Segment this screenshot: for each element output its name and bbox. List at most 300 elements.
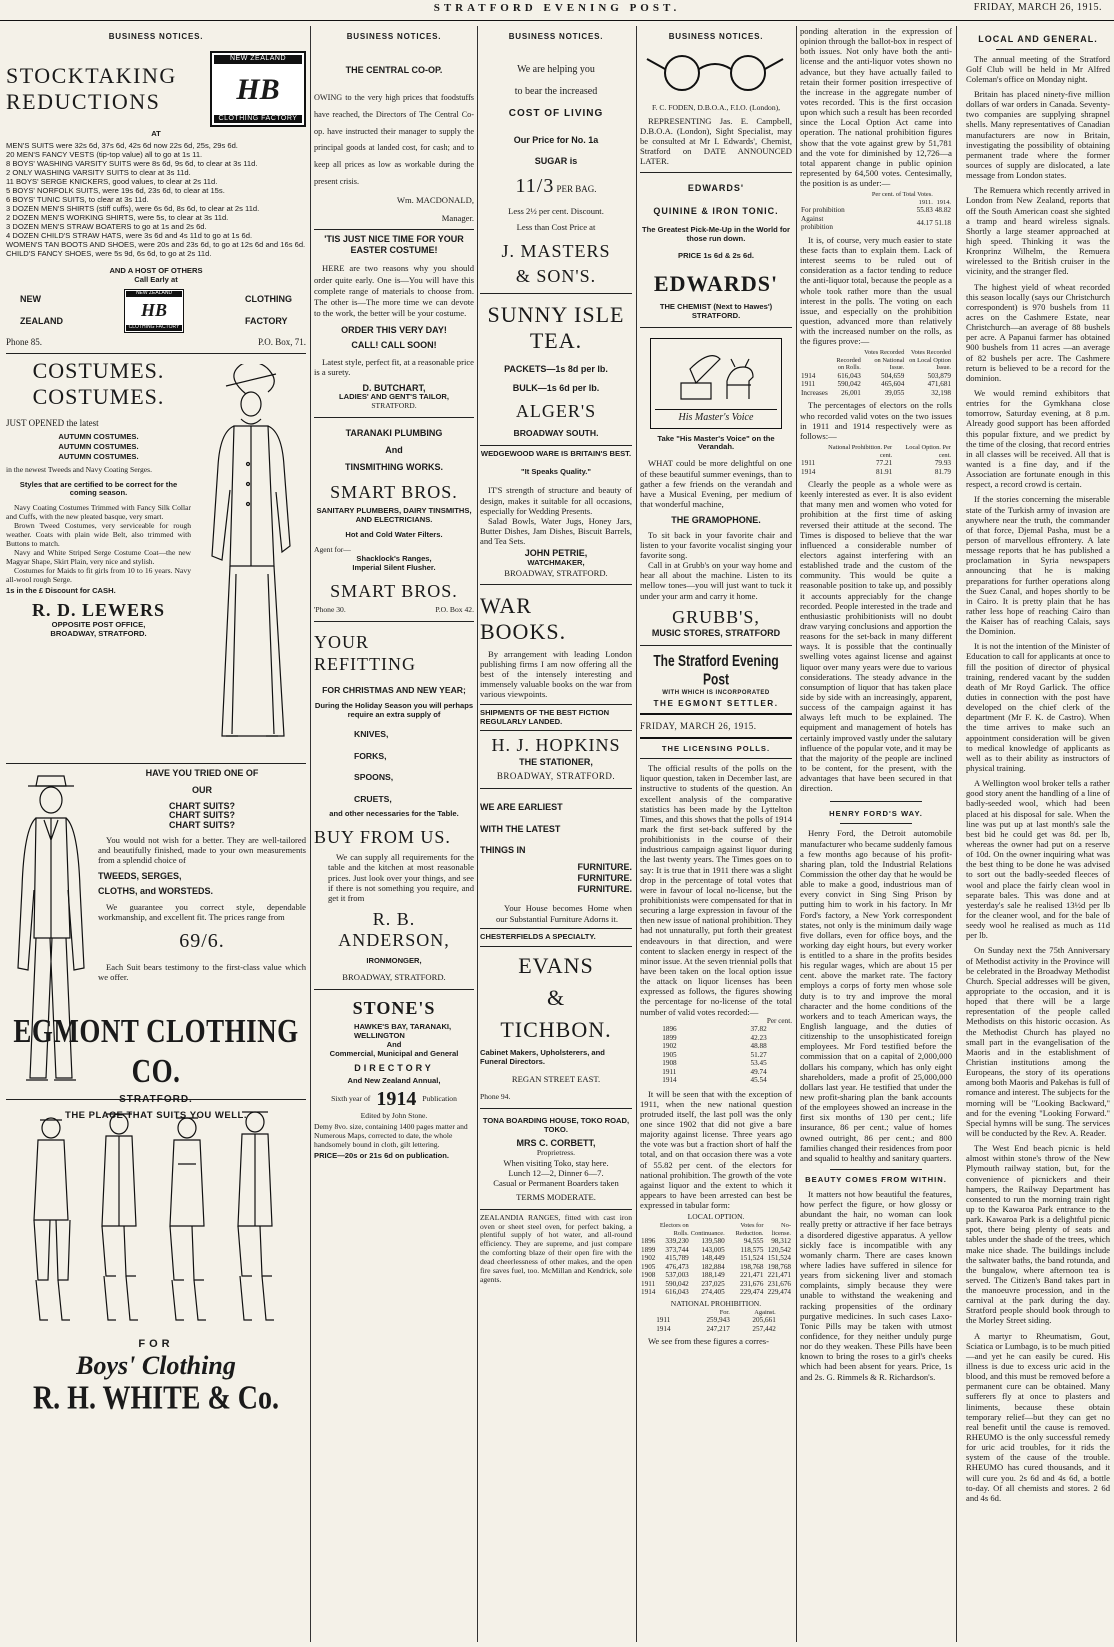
ad-foden	[640, 47, 792, 173]
lady-in-costume-illustration	[196, 364, 306, 754]
column-rule	[636, 26, 637, 1642]
ad-text: Navy and White Striped Serge Costume Coat—the new Magyar Shape, Skirt Plain, very nice and stylish.	[6, 548, 191, 567]
po-box: P.O. Box, 71.	[257, 336, 306, 347]
news-paragraph: A martyr to Rheumatism, Gout, Sciatica or Lumbago, is to be much pitied—and yet he can easily be cured. His illness is due to excess uric acid in the blood, and this must be removed before a permanent cure can be obtained. Many sufferers fly at once to plasters and liniments, because these obtain temporary relief—but they can get no real benefit until the cause is removed. RHEUMO is the only successful remedy for uric acid troubles, for it rids the system of the cause of the trouble. RHEUMO has cured thousands, and it will cure you. 2s 6d and 4s 6d, a bottle to-day. Of all chemists and stores. 2 6d and 4s 6d.	[966, 1330, 1110, 1503]
ad-text: Hot and Cold Water Filters.	[345, 530, 443, 540]
list-item: KNIVES,	[354, 729, 389, 740]
advertiser-name: TICHBON.	[500, 1016, 612, 1042]
table-row	[640, 1254, 792, 1262]
ad-text: When visiting Toko, stay here.	[503, 1158, 609, 1169]
table-cell: 229,474	[767, 1288, 791, 1297]
divider	[480, 730, 632, 731]
list-item: 3 DOZEN MEN'S STRAW BOATERS to go at 1s and 2s 6d.	[6, 221, 207, 231]
table-row	[661, 1068, 767, 1076]
ad-text: CHART SUITS?	[169, 810, 235, 821]
ad-text: WE ARE EARLIEST	[480, 801, 563, 812]
article-text: It matters not how beautiful the features, how perfect the figure, or how glossy or abundant the hair, no woman can look really pretty or attractive if her face betrays a disordered digestive apparatus. A yellow sickly face is incompatible with any womanly charm. There are cases known where ladies have suffered in silence for years from sickening liver and stomach complaints, simply because they were unable to withstand the weakening and racking propensities of the ordinary purgative medicines. In such cases Laxo-Tonic Pills may be taken with utmost confidence, for they neither unduly purge nor do they weaken. These Pills have been known to bring the roses to a girl's cheeks which had been absent for years. Price, 1s and 2s. G. Rimmels & R. Richardson's.	[800, 1188, 952, 1382]
table-title: LOCAL OPTION.	[687, 1212, 745, 1222]
ad-signature: Wm. MACDONALD,	[396, 194, 474, 205]
hb-logo	[210, 51, 306, 127]
ad-text: F. C. FODEN, D.B.O.A., F.I.O. (London),	[651, 102, 781, 112]
list-item: 2 ONLY WASHING VARSITY SUITS to clear at 3s 11d.	[6, 168, 191, 178]
article-licensing-polls	[640, 745, 792, 1346]
advertiser-name: & SON'S.	[515, 265, 597, 286]
table-cell: 229,474	[740, 1288, 764, 1297]
po-box: P.O. Box 42.	[435, 605, 474, 615]
ad-text: FURNITURE.	[577, 872, 632, 883]
divider	[830, 801, 922, 802]
ad-title: STOCKTAKING	[6, 63, 177, 89]
ad-text: SANITARY PLUMBERS, DAIRY TINSMITHS, AND ELECTRICIANS.	[316, 506, 472, 525]
table-cell: Increases	[801, 388, 828, 397]
ad-text: CHESTERFIELDS A SPECIALTY.	[480, 931, 596, 941]
ad-text: And	[385, 444, 403, 455]
ad-text: Cabinet Makers, Upholsterers, and Funeral Directors.	[480, 1047, 605, 1066]
table-row	[640, 1288, 792, 1296]
ad-text: Salad Bowls, Water Jugs, Honey Jars, Butter Dishes, Jam Dishes, Biscuit Barrels, and Tea Sets.	[480, 515, 632, 547]
table-row	[640, 1246, 792, 1254]
ad-text: PACKETS—1s 8d per lb.	[504, 363, 608, 374]
table-cell: 590,042	[837, 380, 861, 389]
table-cell: 257,442	[752, 1324, 776, 1333]
list-item: 3 DOZEN MEN'S SHIRTS (stiff cuffs), were 6s 6d, 8s 6d, to clear at 2s 11d.	[6, 204, 260, 214]
ad-text: OPPOSITE POST OFFICE,	[51, 620, 146, 630]
table-cell: 118,575	[740, 1245, 764, 1254]
table-cell: 1896	[662, 1025, 677, 1034]
table-cell: 471,681	[927, 380, 951, 389]
column-header: No-license.	[771, 1222, 791, 1237]
table-cell: 231,676	[767, 1279, 791, 1288]
ad-text: OUR	[192, 784, 212, 795]
ad-zealandia-ranges	[480, 1210, 632, 1286]
logo-text: CLOTHING FACTORY	[126, 325, 182, 331]
ad-text: TERMS MODERATE.	[516, 1192, 596, 1203]
ad-text: in the newest Tweeds and Navy Coating Serges.	[6, 464, 152, 474]
ad-text: 1s in the £ Discount for CASH.	[6, 586, 116, 595]
ad-text: to bear the increased	[514, 86, 598, 98]
spectacles-icon	[640, 51, 790, 101]
table-title: NATIONAL PROHIBITION.	[670, 1298, 762, 1308]
section-head: BUSINESS NOTICES.	[508, 32, 604, 41]
ad-title: SUNNY ISLE	[487, 302, 625, 327]
ad-title: TONA BOARDING HOUSE, TOKO ROAD, TOKO.	[482, 1115, 630, 1134]
ad-text: AUTUMN COSTUMES.	[58, 452, 139, 462]
article-date: FRIDAY, MARCH 26, 1915.	[640, 720, 757, 731]
divider	[480, 928, 632, 929]
price: PRICE 1s 6d & 2s 6d.	[678, 250, 754, 260]
ad-text: Call Early at	[134, 274, 178, 284]
advertiser-name: J. MASTERS	[501, 240, 611, 261]
price: 11/3	[515, 174, 555, 197]
table-cell: 1905	[641, 1262, 656, 1271]
ad-text: DIRECTORY	[354, 1062, 434, 1073]
ad-title: TARANAKI PLUMBING	[345, 428, 443, 439]
ad-edwards-tonic	[640, 173, 792, 327]
editorial-banner	[640, 646, 792, 740]
ad-text: We are helping you	[517, 64, 595, 76]
table-cell: 1914	[641, 1288, 656, 1297]
ad-text: Our Price for No. 1a	[513, 135, 599, 146]
ad-title: Take "His Master's Voice" on the Verandah.	[657, 433, 775, 452]
list-item: WOMEN'S TAN BOOTS AND SHOES, were 20s and 23s 6d, to go at 12s 6d and 16s 6d.	[6, 239, 306, 249]
stock-list	[6, 142, 306, 258]
ad-title: STONE'S	[352, 997, 436, 1018]
list-item: 5 BOYS' NORFOLK SUITS, were 19s 6d, 23s 6d, to clear at 15s.	[6, 186, 225, 196]
ad-text: THE EGMONT SETTLER.	[653, 698, 779, 708]
column-header: Votes Recorded on National Issue.	[864, 349, 905, 372]
ad-stones-directory	[314, 990, 474, 1167]
column-header: Electors on Rolls.	[659, 1222, 689, 1237]
advertiser-name: EDWARDS'	[653, 270, 779, 296]
table-cell: 1911	[801, 459, 816, 468]
list-item: CHILD'S FANCY SHOES, were 5s 9d, 6s 6d, to go at 2s 11d.	[6, 248, 212, 258]
ad-text: WHAT could be more delightful on one of these beautiful summer evenings, than to gather a few friends on the verandah and have a Musical Evening, per medium of that wonderful machine,	[640, 458, 792, 509]
ad-text: CLOTHS, and WORSTEDS.	[98, 886, 214, 897]
column-header: National Prohibition. Per cent.	[828, 444, 893, 459]
table-cell: 205,661	[752, 1316, 776, 1325]
table-row	[800, 459, 952, 467]
ad-text: Less than Cost Price at	[516, 222, 596, 233]
table-cell: 247,217	[706, 1324, 730, 1333]
table-cell: 51.18	[934, 219, 951, 228]
ad-evans-tichbon	[480, 789, 632, 1109]
ad-text: Demy 8vo. size, containing 1400 pages matter and Numerous Maps, corrected to date, the whole handsomely bound in cloth, gilt lettering.	[314, 1121, 468, 1149]
ad-text: COST OF LIVING	[508, 108, 604, 120]
table-cell: 373,744	[665, 1245, 689, 1254]
ad-title: YOUR	[314, 632, 370, 653]
advertiser-name: SMART BROS.	[330, 581, 458, 602]
advertiser-name: ALGER'S	[515, 401, 597, 422]
list-item: 20 MEN'S FANCY VESTS (tip-top value) all to go at 1s 11.	[6, 150, 203, 160]
article-text: We see from these figures a corres-	[648, 1336, 769, 1347]
advertiser-name: SMART BROS.	[330, 482, 458, 503]
list-item: 8 BOYS' WASHING VARSITY SUITS were 8s 6d, 9s 6d, to clear at 3s 11d.	[6, 159, 258, 169]
table-row	[661, 1025, 767, 1033]
ad-text: REGAN STREET EAST.	[511, 1074, 601, 1085]
column-rule	[796, 26, 797, 1642]
ad-title: 'TIS JUST NICE TIME FOR YOUR EASTER COSTUME!	[324, 234, 464, 255]
article-headline: THE LICENSING POLLS.	[661, 744, 771, 754]
list-item: SPOONS,	[354, 772, 394, 783]
section-head: BUSINESS NOTICES.	[668, 32, 764, 41]
table-cell: For prohibition	[801, 206, 845, 215]
news-paragraph: Britain has placed ninety-five million dollars of war orders in Canada. Seventy-two companies are supplying shrapnel shells. Many representatives of Canadian manufacturers are now in Britain, investigating the possibility of obtaining permanent trade where the former sources of supply are dislocated, a late message from London states.	[966, 89, 1110, 181]
ad-text: JUST OPENED the latest	[6, 418, 99, 429]
article-text: It will be seen that with the exception of 1911, when the new national question protruded itself, the last poll was the only one since 1902 that did not give a bare majority against license. Three years ago the vote was but a fraction short of half the total, and on that occasion there was a vote of 55.82 per cent. of the electors for national prohibition. The growth of the vote against liquor and the extent to which it appears to have been arrested can best be expressed in tabular form:	[640, 1088, 792, 1211]
table-cell: 465,604	[880, 380, 905, 389]
ad-text: and other necessaries for the Table.	[329, 809, 459, 819]
news-paragraph: The highest yield of wheat recorded this season locally (says our Christchurch correspondent) is 970 bushels from 11 acres on the Cashmere Estate, near Christchurch—an average of 88 bushels per acre. A Papanui farmer has obtained 900 bushels from 11 acres —an average of 82 bushels per acre. The Cashmere return is believed to be a record for the dominion.	[966, 281, 1110, 383]
table-row	[800, 206, 952, 214]
ad-title: THE CENTRAL CO-OP.	[345, 65, 443, 76]
table-cell: 81.79	[934, 467, 951, 476]
ad-text: HAWKE'S BAY, TARANAKI, WELLINGTON	[354, 1021, 452, 1040]
advertiser-name: MRS C. CORBETT,	[516, 1138, 596, 1149]
table-row	[640, 1263, 792, 1271]
table-cell: 98,312	[771, 1237, 791, 1246]
column-header: Votes for Reduction.	[735, 1222, 764, 1237]
advertiser-name: R. B.	[372, 908, 416, 929]
ad-text: BROADWAY, STRATFORD.	[496, 771, 616, 782]
ad-text: NEW	[20, 294, 41, 305]
ad-boys-clothing	[6, 1100, 306, 1466]
paper-title: STRATFORD EVENING POST.	[433, 2, 681, 14]
ad-text: Each Suit bears testimony to the first-class value which we offer.	[98, 961, 306, 982]
table-row	[661, 1076, 767, 1084]
ad-text: IT'S strength of structure and beauty of design, makes it suitable for all occasions, especially for Wedding Presents.	[480, 485, 632, 516]
logo-text: HB	[140, 300, 167, 321]
ad-text: STRATFORD.	[119, 1094, 193, 1106]
ad-text: FACTORY	[245, 315, 288, 326]
ad-petrie	[480, 446, 632, 585]
table-cell: 339,230	[665, 1237, 689, 1246]
table-cell: 143,005	[701, 1245, 725, 1254]
table-header-row	[640, 1222, 792, 1237]
logo-text: NEW ZEALAND	[126, 291, 182, 297]
ad-text: By arrangement with leading London publishing firms I am now offering all the best of the intensely interesting and immensely valuable books on the war from various viewpoints.	[480, 648, 632, 700]
table-header-row	[800, 349, 952, 372]
table-cell: Against prohibition	[801, 214, 833, 232]
column-header: Continuance.	[690, 1229, 725, 1237]
ad-smart-bros	[314, 418, 474, 622]
ad-text: Latest style, perfect fit, at a reasonable price is a surety.	[314, 356, 474, 377]
ad-text: Publication	[422, 1094, 457, 1104]
ad-text: THE PLACE THAT SUITS YOU WELL.	[65, 1109, 247, 1121]
table-row	[640, 1271, 792, 1279]
advertiser-name: GRUBB'S,	[672, 606, 760, 627]
table-cell: 81.91	[876, 467, 893, 476]
ad-masters	[480, 47, 632, 294]
article-text: The percentages of electors on the rolls who recorded valid votes on the two issues in 1911 and 1914 respectively were as follows:—	[800, 400, 952, 441]
table-row	[640, 1280, 792, 1288]
price: 69/6.	[179, 930, 225, 953]
list-item: CRUETS,	[354, 793, 392, 804]
table-cell: 237,025	[701, 1279, 725, 1288]
table-row	[655, 1316, 777, 1324]
column-header: Per cent. of Total Votes. 1911.	[871, 191, 933, 206]
ad-text: FURNITURE.	[577, 861, 632, 872]
table-cell: 26,001	[841, 388, 861, 397]
ad-text: THE CHEMIST (Next to Hawes') STRATFORD.	[659, 301, 773, 320]
column-header	[800, 191, 857, 206]
section-head: BUSINESS NOTICES.	[108, 32, 204, 41]
table-cell: 231,676	[740, 1279, 764, 1288]
table-cell: 504,659	[880, 371, 905, 380]
ad-title: WAR	[480, 592, 532, 618]
column-header	[800, 349, 829, 372]
ad-text: Navy Coating Costumes Trimmed with Fancy Silk Collar and Cuffs, with the new pleated basque, very smart.	[6, 503, 191, 522]
ad-text: Styles that are certified to be correct for the coming season.	[19, 479, 178, 498]
table-row	[640, 1237, 792, 1245]
table-cell: 1914	[656, 1324, 671, 1333]
advertiser-name: H. J. HOPKINS	[491, 735, 621, 756]
percentage-electors-table	[800, 444, 952, 476]
list-item: FORKS,	[354, 750, 387, 761]
news-paragraph: If the stories concerning the miserable state of the Turkish army of invasion are anywhere near the truth, the commander of that force, Djemal Pasha, must be a person of marvellous effrontery. A late message reports that he has published a proclamation in Syria newspapers announcing that he is making preparations for further operations along the Suez Canal, and hopes shortly to be in Cairo. It is pretty plain that he has rather less hope of reaching Cairo than the Kaiser has of reaching Calais, says the Dominion.	[966, 494, 1110, 637]
ad-text: "It Speaks Quality."	[521, 467, 591, 477]
ad-text: HERE are two reasons why you should order quite early. One is—You will have this complete range of materials to choose from. The other is—The more time we can devote to the work, the better will be your costume.	[314, 263, 474, 319]
table-cell: 77.21	[876, 459, 893, 468]
ad-title: BUY FROM US.	[314, 827, 451, 847]
table-cell: 1899	[662, 1033, 677, 1042]
ad-text: CHART SUITS?	[169, 820, 235, 831]
phone-number: Phone 94.	[480, 1091, 511, 1101]
ad-text: AUTUMN COSTUMES.	[58, 431, 139, 441]
column-5	[800, 26, 952, 1642]
article-headline: BEAUTY COMES FROM WITHIN.	[805, 1175, 947, 1185]
table-cell: 1914	[801, 371, 816, 380]
ad-text: LADIES' AND GENT'S TAILOR,	[339, 392, 449, 402]
news-paragraph: It is not the intention of the Minister of Education to call for applicants at once to fill the position of director of physical training, rendered vacant by the sudden death of Mr Royd Garlick. The office duties in connection with the post have developed on the chief clerk of the department (Mr F. K. de Castro). When the time arrives to make such an appointment consideration will be given to medical knowledge of applicants as well as to their ability as instructors of physical training.	[966, 641, 1110, 774]
news-paragraph: The annual meeting of the Stratford Golf Club will be held in Mr Alfred Coleman's office on Monday night.	[966, 53, 1110, 84]
dog-and-gramophone-icon	[661, 343, 771, 407]
table-row	[800, 372, 952, 380]
divider	[640, 737, 792, 739]
ad-text: Proprietress.	[536, 1148, 576, 1158]
table-row	[800, 389, 952, 397]
ad-text: TWEEDS, SERGES,	[98, 870, 182, 881]
ad-alger	[480, 294, 632, 446]
ad-text: AUTUMN COSTUMES.	[58, 442, 139, 452]
ad-text: Commercial, Municipal and General	[329, 1048, 459, 1058]
column-header: 1914.	[936, 198, 951, 206]
ad-text: AT	[151, 129, 161, 139]
masthead-date: FRIDAY, MARCH 26, 1915.	[973, 2, 1102, 13]
table-cell: 476,473	[665, 1262, 689, 1271]
table-cell: 51.27	[750, 1050, 767, 1059]
no-license-table	[661, 1025, 767, 1084]
table-cell: 148,449	[701, 1254, 725, 1263]
table-cell: 39,055	[884, 388, 905, 397]
ad-costumes	[6, 354, 306, 764]
ad-text: We can supply all requirements for the table and the kitchen at most reasonable prices. Just look over your things, and see if there is not something you require, and get it from	[328, 852, 474, 903]
table-cell: 415,789	[665, 1254, 689, 1263]
advertiser-name: R. H. WHITE & Co.	[32, 1379, 280, 1418]
ad-text: Costumes for Maids to fit girls from 10 to 16 years. Navy all-wool rough Serge.	[6, 566, 191, 585]
phone-number: 'Phone 30.	[314, 605, 346, 615]
table-cell: 274,405	[701, 1288, 725, 1297]
ad-text: During the Holiday Season you will perhaps require an extra supply of	[314, 701, 474, 720]
logo-text: His Master's Voice	[655, 409, 777, 424]
paper-name: The Stratford Evening Post	[653, 651, 779, 688]
logo-text: NEW ZEALAND	[214, 55, 302, 63]
column-2	[314, 26, 474, 1642]
ad-title: COSTUMES.	[32, 384, 165, 410]
ad-text: CALL! CALL SOON!	[351, 339, 437, 350]
ad-central-coop	[314, 47, 474, 230]
masthead-rule	[0, 20, 1114, 21]
ad-text: ZEALANDIA RANGES, fitted with cast iron oven or sheet steel oven, for perfect baking, a plentiful supply of hot water, and all-round efficiency. They are supreme, and just compare the comforting blaze of their open fire with the dead cheerlessness of other makes, and the open fire saves fuel, too. McMillan and Kendrick, sole agents.	[480, 1212, 632, 1285]
ad-text: PRICE—20s or 21s 6d on publication.	[314, 1150, 450, 1160]
table-cell: 53.45	[750, 1059, 767, 1068]
table-cell: 48.82	[934, 206, 951, 215]
centesimal-table	[800, 191, 952, 232]
column-header	[640, 1222, 656, 1237]
news-paragraph: The West End beach picnic is held almost within stone's throw of the New Plymouth railway station, but, for the convenience of picnickers and their hampers, the Railway Department has consented to run the morning train right up to the Kawaroa Park entrance to the park. Kawaroa Park is a delightful picnic spot, there being plenty of seats and tables under the shade of the trees, which make nice shade. The buildings include the saltwater baths, the band rotunda, and the bungalow, where afternoon tea is served. The Citizen's Band takes part in the manoeuvre procession, and in the carnival at the park during the day. Stratford people should book through to the Morley Street siding.	[966, 1143, 1110, 1326]
article-text: Henry Ford, the Detroit automobile manufacturer who became suddenly famous a few months ago because of his profit-sharing plan, told the Industrial Relations Commission the other day that he would be able to make a good, industrious man of every convict in Sing Sing Prison by putting him to work in his factory. In Mr Ford's factory, a New York correspondent states, not only is the minimum daily wage five dollars, even for office boys, and the working day eight hours, but every worker is entitled to a share in the profits besides his regular wages, which are about 15 per cent. above the market rate. The factory employs a corps of forty men whose sole duty is to try and improve the moral character and the home conditions of the workers and to teach American ways, the English language, and the duties of citizenship to the unsophisticated foreign employees. Mr Ford testified before the commission that on a capital of 2,000,000 dollars his company, which has only eight shareholders, made a profit of 25,000,000 dollars last year. He testified that under the new profit-sharing plan the bank accounts of the employees showed an increase in the first six months of 130 per cent.; life insurance, 86 per cent.; value of homes owned outright, 86 per cent.; and 800 families changed their residences from poor and squalid to healthy and sanitary quarters.	[800, 828, 952, 1163]
ad-title: REDUCTIONS	[6, 89, 161, 115]
ad-text: WITH WHICH IS INCORPORATED	[662, 689, 770, 696]
list-item: 6 BOYS' TUNIC SUITS, to clear at 3s 11d.	[6, 195, 149, 205]
ad-text: And	[386, 1039, 402, 1049]
table-row	[661, 1034, 767, 1042]
ad-text: ZEALAND	[20, 315, 63, 326]
advertiser-name: D. BUTCHART,	[362, 382, 426, 393]
ad-text: Edited by John Stone.	[360, 1110, 428, 1120]
table-row	[800, 380, 952, 388]
ad-text: Lunch 12—2, Dinner 6—7.	[508, 1168, 604, 1179]
logo-text: HB	[236, 72, 280, 106]
boys-group-illustration	[16, 1104, 296, 1332]
article-text: ponding alteration in the expression of opinion through the ballot-box in respect of both issues. Not only have both the anti-license and the anti-liquor votes shown no advance, but they have actually failed to retain their former position irrespective of the increase in the aggregate number of votes recorded. This is the first occasion upon which such a result has been recorded since the Local Option Act came into operation. The national prohibition figures show that the vote against grew by 51,781 and the vote for diminished by 12,726—a total apparent change in public opinion represented by 64,500 votes. Centesimally, the position is as under:—	[800, 26, 952, 189]
ad-text: PER BAG.	[556, 183, 597, 194]
table-cell: 1911	[662, 1067, 677, 1076]
ad-text: Sixth year of	[331, 1094, 371, 1104]
list-item: MEN'S SUITS were 32s 6d, 37s 6d, 42s 6d now 22s 6d, 25s, 29s 6d.	[6, 141, 238, 151]
column-rule	[310, 26, 311, 1642]
table-cell: 259,943	[706, 1316, 730, 1325]
ad-text: REPRESENTING Jas. E. Campbell, D.B.O.A. (London), Sight Specialist, may be consulted at Mr I. Edwards', Chemist, Stratford on DATE ANNOUNCED LATER.	[640, 115, 792, 167]
table-cell: 590,042	[665, 1279, 689, 1288]
table-cell: 37.82	[750, 1025, 767, 1034]
table-cell: 198,768	[740, 1262, 764, 1271]
ad-toko-boarding	[480, 1109, 632, 1210]
ad-text: WATCHMAKER,	[527, 557, 585, 567]
divider	[640, 713, 792, 715]
hb-logo-small	[124, 289, 184, 333]
table-cell: 79.93	[934, 459, 951, 468]
table-cell: 49.74	[750, 1067, 767, 1076]
column-header: Local Option. Per cent.	[905, 444, 951, 459]
ad-text: Call in at Grubb's on your way home and hear all about the machine. Listen to its mellow tones—you will just want to tuck it under your arm and carry it home.	[640, 560, 792, 601]
column-header: Recorded on Rolls.	[836, 356, 861, 372]
list-item: 2 DOZEN MEN'S WORKING SHIRTS, were 5s, to clear at 3s 11d.	[6, 213, 229, 223]
ad-title: BOOKS.	[480, 618, 567, 644]
advertiser-name: ANDERSON,	[338, 930, 450, 951]
ad-title: WEDGEWOOD WARE IS BRITAIN'S BEST.	[480, 448, 632, 458]
table-cell: 45.54	[750, 1076, 767, 1085]
his-masters-voice-logo	[650, 338, 782, 429]
table-cell: 1899	[641, 1245, 656, 1254]
ad-text: BROADWAY, STRATFORD.	[504, 567, 608, 578]
ad-text: Your House becomes Home when our Substantial Furniture Adorns it.	[496, 903, 632, 924]
divider	[640, 758, 792, 759]
ad-text: BROADWAY, STRATFORD.	[50, 629, 147, 639]
ad-stocktaking	[6, 47, 306, 354]
table-header-row	[655, 1309, 777, 1317]
article-text: It is, of course, very much easier to state these facts than to explain them. Lack of interest seems to be ruled out of consideration as a factor tending to reduce the anti-liquor total, because the people as a whole took rather more than the usual interest in the polls. The voting on each issue, and especially on the prohibition question, advanced more than relatively with the increased number on the rolls, as the figures prove:—	[800, 234, 952, 347]
table-header-row	[800, 444, 952, 459]
ad-title: QUININE & IRON TONIC.	[653, 205, 779, 216]
ad-text: CLOTHING	[245, 294, 292, 305]
ad-butchart	[314, 230, 474, 418]
ad-text: &	[546, 984, 566, 1010]
table-row	[800, 215, 952, 232]
ad-title: COSTUMES.	[32, 358, 165, 384]
advertiser-name: EGMONT CLOTHING CO.	[13, 1012, 299, 1090]
table-header-row	[800, 191, 952, 206]
ad-text: THE GRAMOPHONE.	[671, 515, 761, 526]
logo-text: CLOTHING FACTORY	[214, 115, 302, 123]
table-cell: 151,524	[740, 1254, 764, 1263]
table-cell: 1905	[662, 1050, 677, 1059]
list-item: 11 BOYS' SERGE KNICKERS, good values, to clear at 2s 11d.	[6, 177, 218, 187]
ad-egmont-clothing	[6, 764, 306, 1121]
column-6	[960, 26, 1110, 1642]
ad-text: FURNITURE.	[577, 884, 632, 895]
divider	[480, 946, 632, 947]
table-cell: 503,879	[927, 371, 951, 380]
